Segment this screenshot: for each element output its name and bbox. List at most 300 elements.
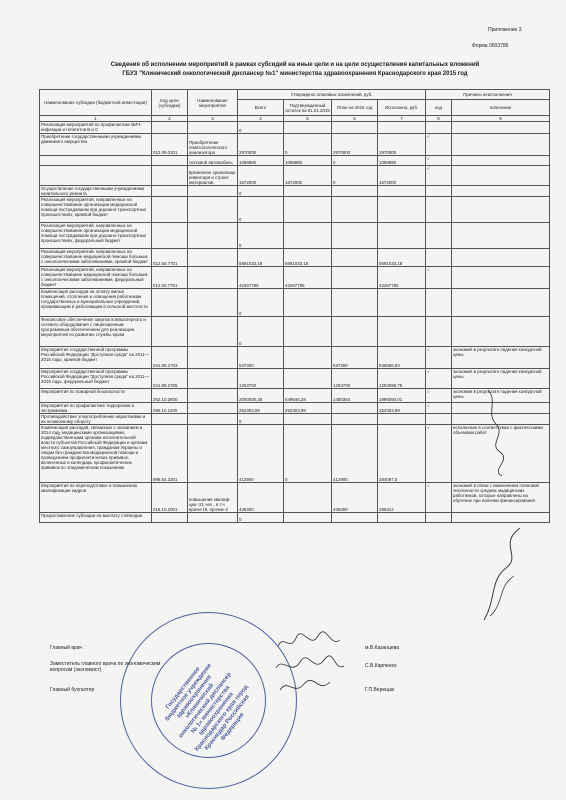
- check-mark-icon: √: [427, 135, 430, 140]
- cell-total: [238, 267, 284, 289]
- cell-text: Реализация мероприятий, направленных на совершенствование медицинской помощи больным с онкологическими заболеваниями, краевой бюджет: [41, 249, 149, 264]
- col-event-header: Наименование мероприятия: [188, 90, 238, 116]
- cell-text: 5691033,18: [239, 261, 263, 266]
- cell-plan: [332, 249, 378, 267]
- cell-text: Приобретение гематологического анализатора: [189, 140, 228, 155]
- column-number: 2: [152, 116, 188, 122]
- cell-plan: [332, 197, 378, 223]
- table-row: [40, 134, 550, 156]
- cell-text: 2970000: [239, 150, 257, 155]
- cell-code: [152, 369, 188, 389]
- cell-text: Реализация мероприятий, направленных на совершенствование организации медицинской помощи пострадавшим при дорожно-транспортных происшествиях, краевой бюджет: [41, 197, 147, 217]
- cell-name: [40, 513, 152, 523]
- cell-reason-expl: [452, 223, 550, 249]
- column-number: 6: [332, 116, 378, 122]
- cell-reason-code: [426, 425, 452, 483]
- cell-text: Предоставление субсидии на выплату стипендии: [41, 513, 143, 518]
- cell-reason-expl: [452, 289, 550, 317]
- cell-text: Реализация мероприятий по профилактике ВИЧ-инфекции и гепатитов В и С: [41, 122, 142, 132]
- check-mark-icon: √: [427, 268, 430, 273]
- cell-text: 1996050,01: [379, 397, 403, 402]
- cell-text: повышение квалиф-ции -21 чел., в т.ч. врачи-19, прочие-2: [189, 497, 231, 512]
- cell-code: [152, 317, 188, 347]
- cell-text: 1672000: [379, 180, 397, 185]
- cell-total: [238, 122, 284, 134]
- cell-text: 0: [285, 477, 288, 482]
- cell-code: [152, 186, 188, 197]
- cell-text: 0: [239, 128, 242, 133]
- column-number: 1: [40, 116, 152, 122]
- cell-code: [152, 156, 188, 166]
- cell-executed: [378, 223, 426, 249]
- cell-plan: [332, 223, 378, 249]
- cell-code: [152, 347, 188, 369]
- cell-plan: [332, 369, 378, 389]
- cell-text: 42267785: [239, 283, 259, 288]
- cell-reason-code: [426, 483, 452, 513]
- cell-reason-code: [426, 249, 452, 267]
- cell-total: [238, 513, 284, 523]
- cell-text: 284087,5: [379, 477, 398, 482]
- check-mark-icon: √: [427, 370, 430, 375]
- col-reason-expl-header: пояснение: [452, 100, 550, 116]
- cell-code: [152, 122, 188, 134]
- col-executed-header: Исполнено, руб.: [378, 100, 426, 116]
- cell-reason-code: [426, 403, 452, 414]
- cell-remainder: [284, 223, 332, 249]
- cell-reason-code: [426, 389, 452, 403]
- cell-reason-code: [426, 513, 452, 523]
- col-reason-code-header: код: [426, 100, 452, 116]
- cell-text: 436300: [239, 507, 254, 512]
- deputy-label: Заместитель главного врача по экономическим вопросам (экономист): [50, 661, 161, 673]
- cell-executed: [378, 414, 426, 425]
- table-row: [40, 249, 550, 267]
- cell-code: [152, 389, 188, 403]
- form-code: Форма 0503786: [472, 43, 509, 49]
- cell-text: 1098880: [239, 160, 257, 165]
- cell-total: [238, 134, 284, 156]
- cell-name: [40, 389, 152, 403]
- check-mark-icon: √: [427, 348, 430, 353]
- cell-text: 0: [333, 180, 336, 185]
- margin-handwriting: [478, 380, 518, 480]
- cell-total: [238, 389, 284, 403]
- cell-plan: [332, 166, 378, 186]
- cell-executed: [378, 317, 426, 347]
- col-total-header: Всего: [238, 100, 284, 116]
- cell-name: [40, 403, 152, 414]
- table-row: [40, 156, 550, 166]
- cell-text: 012.09.0101: [153, 150, 178, 155]
- cell-code: [152, 166, 188, 186]
- cell-event: [188, 347, 238, 369]
- cell-reason-code: [426, 122, 452, 134]
- check-mark-icon: √: [427, 484, 430, 489]
- chief-doctor-name: м.В.Казанцева: [365, 645, 399, 651]
- cell-text: 999.54.2201: [153, 477, 178, 482]
- cell-remainder: [284, 425, 332, 483]
- cell-text: 2970000: [379, 150, 397, 155]
- table-row: [40, 483, 550, 513]
- cell-remainder: [284, 369, 332, 389]
- table-row: [40, 513, 550, 523]
- cell-remainder: [284, 289, 332, 317]
- cell-code: [152, 414, 188, 425]
- col-remainder-header: Подтвержденный остаток на 01.01.2015: [284, 100, 332, 116]
- cell-text: 0: [239, 419, 242, 424]
- cell-text: 0: [239, 517, 242, 522]
- cell-text: 2000000,28: [239, 397, 263, 402]
- table-row: [40, 403, 550, 414]
- cell-text: 0: [285, 150, 288, 155]
- cell-event: [188, 156, 238, 166]
- cell-code: [152, 289, 188, 317]
- cell-text: 537300: [239, 363, 254, 368]
- cell-event: [188, 186, 238, 197]
- cell-text: Финансовое обеспечение закупок компьютерного и сетевого оборудования с лицензионным программным обеспечением для реализации мероприятий по развитию службы крови: [41, 317, 146, 337]
- cell-event: [188, 389, 238, 403]
- cell-text: временное хранилище инвентаря и строит. материалов: [189, 170, 236, 185]
- cell-executed: [378, 249, 426, 267]
- cell-code: [152, 249, 188, 267]
- cell-total: [238, 166, 284, 186]
- cell-remainder: [284, 347, 332, 369]
- cell-total: [238, 223, 284, 249]
- table-row: [40, 122, 550, 134]
- cell-total: [238, 347, 284, 369]
- stamp-text: Государственное бюджетное учреждение здравоохранения «Клинический онкологический диспансер № 1» министерства здравоохранения Краснодарского края город Краснодар Российская Федерация: [164, 662, 251, 753]
- cell-executed: [378, 166, 426, 186]
- cell-event: [188, 289, 238, 317]
- cell-reason-code: [426, 197, 452, 223]
- table-row: [40, 289, 550, 317]
- cell-text: Приобретение государственными учреждениями движимого имущества: [41, 134, 141, 144]
- cell-event: [188, 197, 238, 223]
- cell-name: [40, 134, 152, 156]
- cell-text: Мероприятия государственной программы Российской Федерации "Доступная среда" на 2011—2015 годы, краевой бюджет: [41, 347, 149, 362]
- cell-text: экономия в результате падения конкурсной цены: [453, 389, 542, 399]
- cell-total: [238, 186, 284, 197]
- cell-total: [238, 289, 284, 317]
- cell-executed: [378, 389, 426, 403]
- cell-text: 0: [239, 341, 242, 346]
- cell-text: 42267785: [379, 283, 399, 288]
- cell-text: 015.10.2001: [153, 507, 178, 512]
- cell-text: 1098880: [285, 160, 303, 165]
- check-mark-icon: √: [427, 404, 430, 409]
- cell-text: 1672000: [239, 180, 257, 185]
- check-mark-icon: √: [427, 390, 430, 395]
- cell-event: [188, 122, 238, 134]
- chief-doctor-label: Главный врач: [50, 645, 83, 651]
- cell-text: 262.10.2800: [153, 397, 178, 402]
- cell-text: Противодействие злоупотреблению наркотиками и их незаконному обороту: [41, 414, 146, 424]
- cell-reason-expl: [452, 347, 550, 369]
- cell-text: 095.10.1100: [153, 408, 178, 413]
- subsidy-table: [39, 89, 550, 523]
- cell-executed: [378, 156, 426, 166]
- table-row: [40, 389, 550, 403]
- cell-code: [152, 267, 188, 289]
- cell-event: [188, 425, 238, 483]
- cell-text: 252303,99: [379, 408, 400, 413]
- cell-remainder: [284, 122, 332, 134]
- table-row: [40, 414, 550, 425]
- cell-executed: [378, 289, 426, 317]
- cell-text: легковой автомобиль: [189, 160, 233, 165]
- cell-total: [238, 425, 284, 483]
- cell-text: 5691033,18: [379, 261, 403, 266]
- cell-plan: [332, 267, 378, 289]
- cell-event: [188, 267, 238, 289]
- cell-text: Мероприятия по переподготовке и повышению квалификации кадров: [41, 483, 138, 493]
- cell-code: [152, 197, 188, 223]
- cell-name: [40, 347, 152, 369]
- handwritten-signatures: [270, 628, 350, 700]
- cell-plan: [332, 156, 378, 166]
- cell-event: [188, 369, 238, 389]
- cell-remainder: [284, 134, 332, 156]
- cell-text: 0: [239, 191, 242, 196]
- cell-reason-code: [426, 414, 452, 425]
- cell-total: [238, 403, 284, 414]
- cell-name: [40, 156, 152, 166]
- deputy-name: С.В.Карпенко: [365, 663, 397, 669]
- cell-event: [188, 414, 238, 425]
- cell-reason-expl: [452, 249, 550, 267]
- cell-reason-code: [426, 186, 452, 197]
- cell-code: [152, 425, 188, 483]
- check-mark-icon: √: [427, 426, 430, 431]
- cell-executed: [378, 369, 426, 389]
- cell-plan: [332, 425, 378, 483]
- cell-remainder: [284, 483, 332, 513]
- cell-remainder: [284, 197, 332, 223]
- col-name-header: Наименование субсидии (бюджетной инвестиции): [40, 90, 152, 116]
- cell-name: [40, 197, 152, 223]
- accountant-label: Главный бухгалтер: [50, 687, 95, 693]
- cell-plan: [332, 513, 378, 523]
- cell-plan: [332, 134, 378, 156]
- cell-remainder: [284, 317, 332, 347]
- cell-remainder: [284, 156, 332, 166]
- cell-reason-code: [426, 369, 452, 389]
- cell-reason-code: [426, 156, 452, 166]
- margin-signature: [476, 520, 532, 630]
- cell-text: Компенсация расходов, связанных с оказанием в 2014 году медицинскими организациями, подведомственными органам исполнительной власти субъектов Российской Федерации и органам местного самоуправления, гражданам Украины и лицам без гражданства медицинской помощи и проведением профилактических прививок, включенных в календарь профилактических прививок по эпидемическим показаниям: [41, 425, 148, 470]
- cell-text: Реализация мероприятий, направленных на совершенствование организации медицинской помощи пострадавшим при дорожно-транспортных происшествиях, федеральный бюджет: [41, 223, 147, 243]
- appendix-label: Приложение 3: [488, 27, 522, 33]
- cell-reason-expl: [452, 134, 550, 156]
- table-row: [40, 347, 550, 369]
- cell-text: Реализация мероприятий, направленных на совершенствование медицинской помощи больным с онкологическими заболеваниями, федеральный бюджет: [41, 267, 148, 287]
- cell-text: 5691033,18: [285, 261, 309, 266]
- cell-text: Компенсация расходов на оплату жилых помещений, отопления и освещения работникам государственных и муниципальных учреждений, проживающим и работающим в сельской местности: [41, 289, 148, 309]
- cell-text: 1253700: [239, 383, 257, 388]
- cell-reason-expl: [452, 186, 550, 197]
- cell-executed: [378, 122, 426, 134]
- cell-reason-expl: [452, 317, 550, 347]
- cell-plan: [332, 403, 378, 414]
- cell-text: 537300: [333, 363, 348, 368]
- cell-text: 041.80.2703: [153, 363, 178, 368]
- cell-name: [40, 483, 152, 513]
- cell-name: [40, 223, 152, 249]
- cell-text: 252303,99: [285, 408, 306, 413]
- cell-reason-code: [426, 267, 452, 289]
- cell-text: 536556,83: [379, 363, 400, 368]
- cell-text: Осуществление государственными учреждениями капитального ремонта: [41, 186, 145, 196]
- cell-text: исполнение в соответствии с фактическими объемами работ: [453, 425, 543, 435]
- cell-executed: [378, 403, 426, 414]
- cell-total: [238, 483, 284, 513]
- cell-remainder: [284, 267, 332, 289]
- table-row: [40, 425, 550, 483]
- cell-text: экономия в результате падения конкурсной цены: [453, 347, 542, 357]
- cell-text: 012.50.7701: [153, 261, 178, 266]
- cell-code: [152, 223, 188, 249]
- column-number: 3: [188, 116, 238, 122]
- cell-text: 1253698,79: [379, 383, 403, 388]
- cell-text: 0: [239, 311, 242, 316]
- cell-name: [40, 369, 152, 389]
- cell-name: [40, 249, 152, 267]
- cell-event: [188, 513, 238, 523]
- accountant-name: Г.П.Верещак: [365, 687, 395, 693]
- cell-reason-expl: [452, 156, 550, 166]
- cell-name: [40, 289, 152, 317]
- cell-remainder: [284, 186, 332, 197]
- cell-plan: [332, 414, 378, 425]
- check-mark-icon: √: [427, 167, 430, 172]
- cell-text: 296312: [379, 507, 394, 512]
- cell-reason-code: [426, 317, 452, 347]
- cell-text: 0: [333, 160, 336, 165]
- cell-remainder: [284, 414, 332, 425]
- cell-name: [40, 186, 152, 197]
- cell-name: [40, 267, 152, 289]
- cell-executed: [378, 186, 426, 197]
- cell-executed: [378, 134, 426, 156]
- table-row: [40, 369, 550, 389]
- cell-executed: [378, 347, 426, 369]
- cell-remainder: [284, 166, 332, 186]
- check-mark-icon: √: [427, 157, 430, 162]
- cell-total: [238, 249, 284, 267]
- cell-name: [40, 122, 152, 134]
- cell-name: [40, 425, 152, 483]
- cell-plan: [332, 389, 378, 403]
- cell-remainder: [284, 249, 332, 267]
- cell-executed: [378, 425, 426, 483]
- column-number: 9: [452, 116, 550, 122]
- column-number: 7: [378, 116, 426, 122]
- cell-text: 252303,99: [239, 408, 260, 413]
- cell-reason-code: [426, 134, 452, 156]
- cell-event: [188, 223, 238, 249]
- cell-reason-expl: [452, 166, 550, 186]
- cell-text: 012.50.7701: [153, 283, 178, 288]
- cell-text: 412900: [239, 477, 254, 482]
- cell-name: [40, 414, 152, 425]
- cell-reason-code: [426, 223, 452, 249]
- cell-total: [238, 317, 284, 347]
- cell-reason-expl: [452, 483, 550, 513]
- cell-remainder: [284, 403, 332, 414]
- cell-reason-expl: [452, 122, 550, 134]
- cell-event: [188, 249, 238, 267]
- cell-event: [188, 166, 238, 186]
- cell-text: экономия в связи с изменением плановой численности средних медицинских работников, которые направлены на обучение при наличии финансирования: [453, 483, 539, 503]
- cell-executed: [378, 267, 426, 289]
- cell-event: [188, 403, 238, 414]
- cell-reason-code: [426, 347, 452, 369]
- cell-text: Мероприятия государственной программы Российской Федерации "Доступная среда" на 2011—2015 годы, федеральный бюджет: [41, 369, 149, 384]
- table-row: [40, 223, 550, 249]
- cell-text: 0: [239, 217, 242, 222]
- cell-remainder: [284, 389, 332, 403]
- cell-plan: [332, 483, 378, 513]
- approved-group-header: Утверждено плановых назначений, руб.: [238, 90, 426, 100]
- cell-code: [152, 513, 188, 523]
- cell-total: [238, 369, 284, 389]
- cell-text: экономия в результате падения конкурсной цены: [453, 369, 542, 379]
- cell-text: 1098880: [379, 160, 397, 165]
- column-number: 8: [426, 116, 452, 122]
- col-plan-header: План на 2015 год: [332, 100, 378, 116]
- cell-plan: [332, 186, 378, 197]
- cell-executed: [378, 513, 426, 523]
- document-subtitle: ГБУЗ "Клинический онкологический диспансер №1" министерства здравоохранения Краснодарского края 2015 год: [122, 71, 468, 77]
- cell-name: [40, 317, 152, 347]
- cell-code: [152, 403, 188, 414]
- cell-reason-code: [426, 289, 452, 317]
- cell-text: 2970000: [333, 150, 351, 155]
- cell-remainder: [284, 513, 332, 523]
- reasons-group-header: Причины неисполнения: [426, 90, 550, 100]
- column-number: 4: [238, 116, 284, 122]
- cell-text: 1450354: [333, 397, 351, 402]
- column-number: 5: [284, 116, 332, 122]
- cell-text: Мероприятия по пожарной безопасности: [41, 389, 125, 394]
- table-row: [40, 166, 550, 186]
- cell-code: [152, 483, 188, 513]
- table-row: [40, 317, 550, 347]
- cell-reason-code: [426, 166, 452, 186]
- table-row: [40, 267, 550, 289]
- document-title: Сведения об исполнении мероприятий в рамках субсидий на иные цели и на цели осуществления капитальных вложений: [110, 62, 480, 68]
- cell-reason-expl: [452, 267, 550, 289]
- cell-executed: [378, 197, 426, 223]
- cell-text: 412900: [333, 477, 348, 482]
- col-code-header: Код цели (субсидии): [152, 90, 188, 116]
- cell-plan: [332, 122, 378, 134]
- cell-text: 0: [239, 243, 242, 248]
- cell-text: 436300: [333, 507, 348, 512]
- cell-plan: [332, 347, 378, 369]
- cell-name: [40, 166, 152, 186]
- cell-text: 549646,28: [285, 397, 306, 402]
- cell-text: 1253700: [333, 383, 351, 388]
- cell-text: 42267785: [285, 283, 305, 288]
- cell-event: [188, 483, 238, 513]
- cell-executed: [378, 483, 426, 513]
- cell-text: Мероприятия по профилактике терроризма и экстремизма: [41, 403, 134, 413]
- cell-plan: [332, 317, 378, 347]
- cell-event: [188, 317, 238, 347]
- cell-event: [188, 134, 238, 156]
